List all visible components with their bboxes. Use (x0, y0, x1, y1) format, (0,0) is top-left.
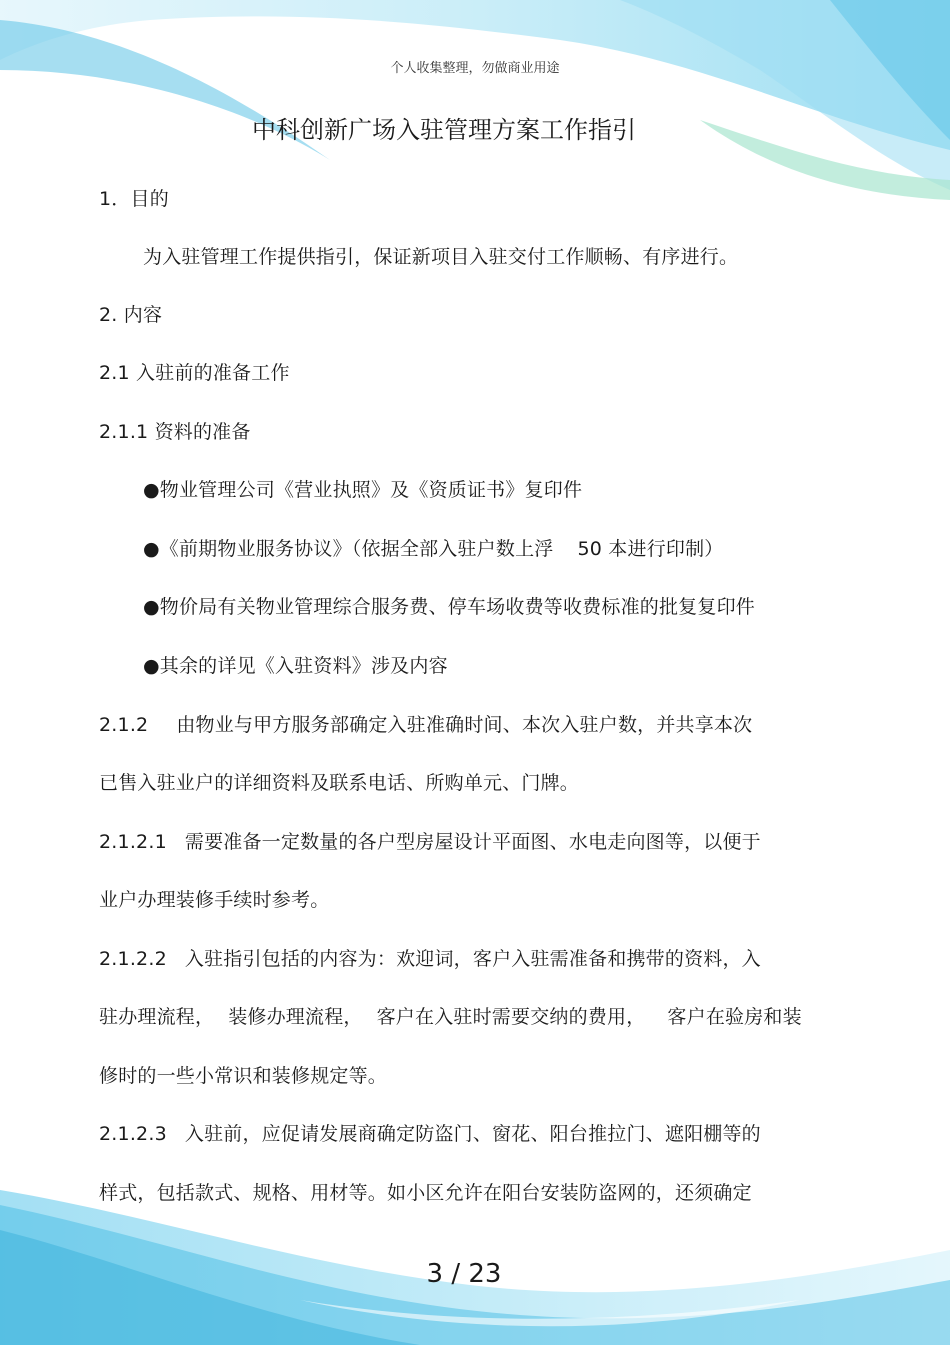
bullet-item-2-text: ●《前期物业服务协议》（依据全部入驻户数上浮 (143, 538, 554, 560)
paragraph-text: 由物业与甲方服务部确定入驻准确时间、本次入驻户数，并共享本次 (176, 714, 753, 736)
paragraph-text: 入驻指引包括的内容为：欢迎词，客户入驻需准备和携带的资料，入 (184, 948, 761, 970)
section-1-heading: 1．目的 (99, 188, 169, 210)
paragraph-text: 驻办理流程， (99, 1006, 215, 1028)
section-number: 2.1.2.1 (99, 831, 167, 853)
section-number: 2.1.2.2 (99, 948, 167, 970)
section-number: 2.1.2.3 (99, 1123, 167, 1145)
section-number: 2.1.2 (99, 714, 149, 736)
section-2-1-2-2-line-1 (99, 947, 761, 971)
section-1-body: 为入驻管理工作提供指引，保证新项目入驻交付工作顺畅、有序进行。 (143, 246, 739, 268)
header-note: 个人收集整理，勿做商业用途 (390, 61, 560, 76)
section-2-1-1-heading: 2.1.1 资料的准备 (99, 421, 251, 443)
section-2-1-2-2-line-2 (99, 1005, 802, 1029)
bullet-item-2-tail: 50 本进行印制） (577, 538, 724, 560)
section-2-1-2-3-line-1 (99, 1122, 761, 1146)
section-2-1-2-2-line-3: 修时的一些小常识和装修规定等。 (99, 1065, 388, 1087)
section-2-1-2-line-2: 已售入驻业户的详细资料及联系电话、所购单元、门牌。 (99, 772, 580, 794)
paragraph-text: 客户在入驻时需要交纳的费用， (376, 1006, 646, 1028)
paragraph-text: 装修办理流程， (228, 1006, 363, 1028)
bullet-item-2 (143, 537, 724, 561)
bullet-item-3: ●物价局有关物业管理综合服务费、停车场收费等收费标准的批复复印件 (143, 596, 755, 618)
page-title: 中科创新广场入驻管理方案工作指引 (252, 116, 636, 144)
section-2-1-2-line-1 (99, 713, 752, 737)
paragraph-text: 入驻前，应促请发展商确定防盗门、窗花、阳台推拉门、遮阳棚等的 (184, 1123, 761, 1145)
section-2-1-2-1-line-2: 业户办理装修手续时参考。 (99, 889, 330, 911)
section-2-1-2-1-line-1 (99, 830, 761, 854)
paragraph-text: 需要准备一定数量的各户型房屋设计平面图、水电走向图等，以便于 (184, 831, 761, 853)
paragraph-text: 客户在验房和装 (667, 1006, 802, 1028)
page-number: 3 / 23 (426, 1259, 502, 1289)
section-2-1-heading: 2.1 入驻前的准备工作 (99, 362, 290, 384)
section-2-1-2-3-line-2: 样式，包括款式、规格、用材等。如小区允许在阳台安装防盗网的，还须确定 (99, 1182, 752, 1204)
section-2-heading: 2. 内容 (99, 304, 163, 326)
bullet-item-1: ●物业管理公司《营业执照》及《资质证书》复印件 (143, 479, 583, 501)
bullet-item-4: ●其余的详见《入驻资料》涉及内容 (143, 655, 448, 677)
